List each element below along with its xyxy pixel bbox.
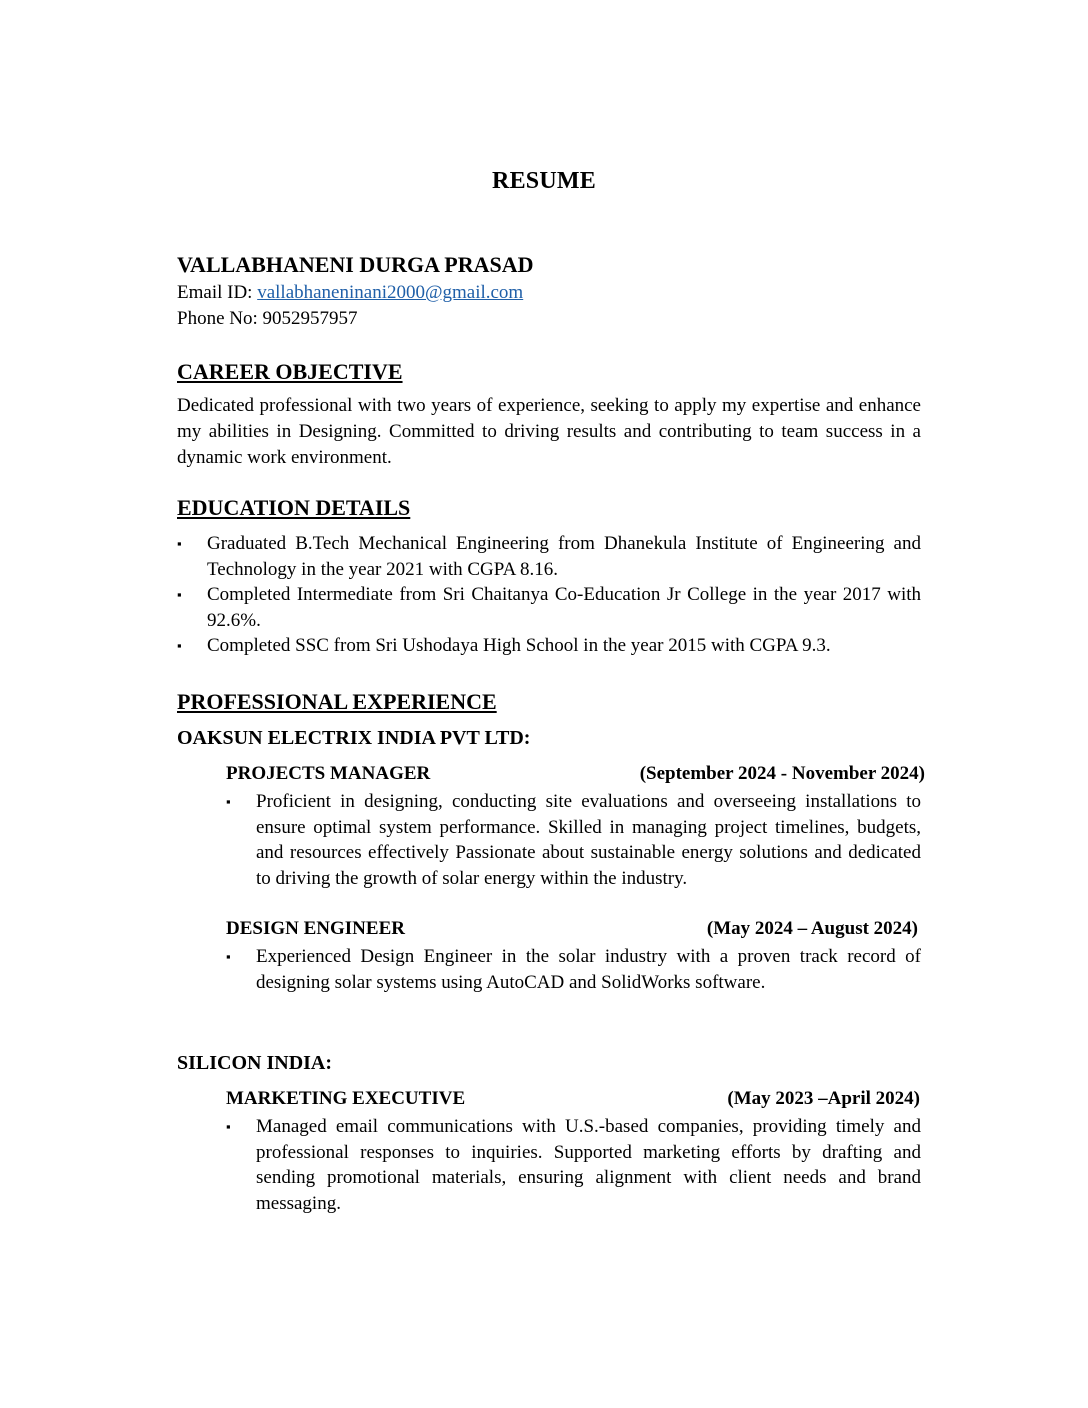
role-bullets — [226, 789, 921, 891]
role-dates: (May 2023 –April 2024) — [727, 1088, 920, 1109]
phone-number: 9052957957 — [262, 308, 358, 329]
bullet-icon: ▪ — [177, 587, 182, 602]
bullet-icon: ▪ — [177, 536, 182, 551]
role-bullet-text: Managed email communications with U.S.-based companies, providing timely and professional responses to inquiries. Supported marketing efforts by drafting and sending promotional materials, ensuring alignment with client needs and brand messaging. — [256, 1116, 921, 1214]
role-bullet — [226, 1114, 921, 1216]
role-bullet-text: Experienced Design Engineer in the solar industry with a proven track record of designing solar systems using AutoCAD and SolidWorks software. — [256, 946, 921, 993]
education-item-text: Graduated B.Tech Mechanical Engineering from Dhanekula Institute of Engineering and Technology in the year 2021 with CGPA 8.16. — [207, 533, 921, 580]
role-title: DESIGN ENGINEER — [226, 918, 405, 939]
bullet-icon: ▪ — [226, 794, 231, 809]
role-bullets — [226, 944, 921, 995]
email-line — [177, 282, 523, 304]
education-item — [177, 531, 921, 582]
education-heading: EDUCATION DETAILS — [177, 495, 411, 520]
candidate-name: VALLABHANENI DURGA PRASAD — [177, 252, 534, 277]
company-name: OAKSUN ELECTRIX INDIA PVT LTD: — [177, 727, 531, 749]
phone-line — [177, 308, 358, 330]
role-bullet — [226, 789, 921, 891]
role-bullets — [226, 1114, 921, 1216]
role-dates: (May 2024 – August 2024) — [706, 918, 918, 939]
role-dates: (September 2024 - November 2024) — [639, 763, 925, 784]
education-list — [177, 531, 921, 659]
career-objective-heading: CAREER OBJECTIVE — [177, 359, 403, 384]
bullet-icon: ▪ — [226, 949, 231, 964]
experience-heading: PROFESSIONAL EXPERIENCE — [177, 689, 497, 714]
education-item-text: Completed Intermediate from Sri Chaitanya Co-Education Jr College in the year 2017 with 92.6%. — [207, 584, 921, 631]
role-bullet-text: Proficient in designing, conducting site evaluations and overseeing installations to ensure optimal system performance. Skilled in managing project timelines, budgets, and resources effectively Passionate about sustainable energy solutions and dedicated to driving the growth of solar energy within the industry. — [256, 791, 921, 889]
role-title: MARKETING EXECUTIVE — [226, 1088, 466, 1109]
career-objective-text: Dedicated professional with two years of experience, seeking to apply my expertise and enhance my abilities in Designing. Committed to driving results and contributing to team success in a dynamic work environment. — [177, 395, 921, 468]
role-title: PROJECTS MANAGER — [226, 763, 431, 784]
bullet-icon: ▪ — [226, 1119, 231, 1134]
email-label: Email ID: — [177, 282, 258, 303]
phone-label: Phone No: — [177, 308, 263, 329]
email-link[interactable]: vallabhaneninani2000@gmail.com — [257, 282, 524, 303]
document-title: RESUME — [492, 168, 596, 194]
bullet-icon: ▪ — [177, 638, 182, 653]
education-item — [177, 633, 921, 659]
company-name: SILICON INDIA: — [177, 1052, 333, 1074]
education-item-text: Completed SSC from Sri Ushodaya High School in the year 2015 with CGPA 9.3. — [207, 635, 831, 656]
role-bullet — [226, 944, 921, 995]
education-item — [177, 582, 921, 633]
